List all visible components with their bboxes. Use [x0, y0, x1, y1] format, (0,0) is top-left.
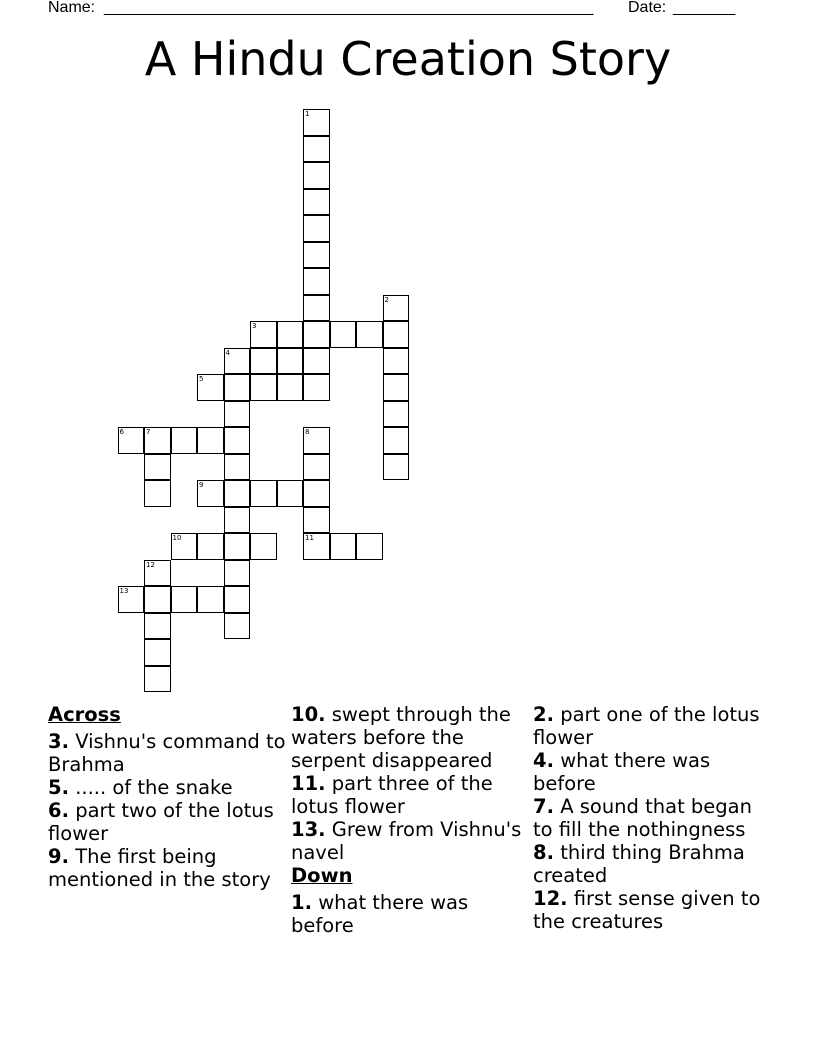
cell-number: 8 — [305, 428, 310, 436]
name-label: Name: — [48, 0, 96, 16]
crossword-cell[interactable] — [144, 613, 171, 640]
clue-number: 5. — [48, 776, 69, 799]
crossword-cell[interactable] — [303, 189, 330, 216]
clue-down-7 — [533, 795, 773, 841]
clue-text: part one of the lotus flower — [533, 703, 760, 749]
clue-text: Vishnu's command to Brahma — [48, 730, 286, 776]
crossword-cell[interactable] — [383, 374, 410, 401]
clues-column-3 — [533, 703, 773, 933]
clue-number: 1. — [291, 891, 312, 914]
crossword-cell[interactable] — [303, 454, 330, 481]
clue-number: 10. — [291, 703, 326, 726]
clue-across-3 — [48, 730, 288, 776]
clue-number: 3. — [48, 730, 69, 753]
clue-number: 7. — [533, 795, 554, 818]
crossword-cell[interactable] — [144, 666, 171, 693]
crossword-cell[interactable] — [330, 533, 357, 560]
date-field[interactable]: _______ — [673, 0, 736, 16]
clue-text: what there was before — [291, 891, 469, 937]
crossword-cell[interactable] — [277, 321, 304, 348]
cell-number: 4 — [225, 348, 230, 357]
crossword-cell[interactable] — [303, 268, 330, 295]
crossword-cell[interactable] — [356, 321, 383, 348]
clue-down-4 — [533, 749, 773, 795]
clue-number: 8. — [533, 841, 554, 864]
crossword-cell[interactable] — [224, 613, 251, 640]
clue-across-10 — [291, 703, 531, 772]
crossword-cell[interactable] — [330, 321, 357, 348]
clues-column-1 — [48, 703, 288, 891]
clue-text: first sense given to the creatures — [533, 887, 761, 933]
crossword-cell[interactable] — [118, 586, 145, 613]
clue-text: what there was before — [533, 749, 711, 795]
cell-number: 9 — [199, 481, 204, 489]
crossword-cell[interactable] — [224, 480, 251, 507]
crossword-cell[interactable] — [197, 586, 224, 613]
cell-number: 10 — [172, 534, 182, 542]
cell-number: 5 — [199, 375, 204, 383]
clue-text: Grew from Vishnu's navel — [291, 818, 522, 864]
across-heading: Across — [48, 703, 121, 726]
crossword-cell[interactable] — [171, 533, 198, 560]
clue-text: swept through the waters before the serpent disappeared — [291, 703, 511, 772]
crossword-cell[interactable] — [224, 401, 251, 428]
cell-number: 1 — [305, 110, 310, 118]
clue-number: 11. — [291, 772, 326, 795]
crossword-cell[interactable] — [118, 427, 145, 454]
crossword-cell[interactable] — [383, 427, 410, 454]
cell-number: 13 — [119, 587, 129, 595]
crossword-cell[interactable] — [171, 586, 198, 613]
clue-text: The first being mentioned in the story — [48, 845, 271, 891]
clues-column-2 — [291, 703, 531, 937]
clue-number: 13. — [291, 818, 326, 841]
crossword-cell[interactable] — [303, 480, 330, 507]
crossword-cell[interactable] — [303, 374, 330, 401]
crossword-cell[interactable] — [197, 480, 224, 507]
clue-text: part three of the lotus flower — [291, 772, 493, 818]
crossword-cell[interactable] — [197, 533, 224, 560]
clue-across-5 — [48, 776, 288, 799]
crossword-cell[interactable] — [303, 427, 330, 454]
clue-number: 9. — [48, 845, 69, 868]
clue-down-8 — [533, 841, 773, 887]
crossword-cell[interactable] — [250, 348, 277, 375]
clue-number: 4. — [533, 749, 554, 772]
clue-down-12 — [533, 887, 773, 933]
crossword-cell[interactable] — [144, 560, 171, 587]
clue-across-13 — [291, 818, 531, 864]
crossword-cell[interactable] — [224, 533, 251, 560]
name-field[interactable]: _______________________________________________________ — [104, 0, 594, 16]
clue-text: third thing Brahma created — [533, 841, 745, 887]
crossword-cell[interactable] — [303, 321, 330, 348]
down-heading: Down — [291, 864, 353, 887]
crossword-cell[interactable] — [277, 480, 304, 507]
crossword-cell[interactable] — [356, 533, 383, 560]
crossword-cell[interactable] — [383, 454, 410, 481]
clue-across-9 — [48, 845, 288, 891]
clue-text: A sound that began to fill the nothingness — [533, 795, 752, 841]
crossword-cell[interactable] — [383, 295, 410, 322]
crossword-cell[interactable] — [303, 533, 330, 560]
crossword-cell[interactable] — [224, 586, 251, 613]
crossword-cell[interactable] — [197, 374, 224, 401]
crossword-cell[interactable] — [144, 427, 171, 454]
cell-number: 12 — [146, 560, 155, 569]
clue-across-6 — [48, 799, 288, 845]
crossword-cell[interactable] — [144, 454, 171, 481]
crossword-cell[interactable] — [250, 480, 277, 507]
clue-down-1 — [291, 891, 531, 937]
crossword-cell[interactable] — [144, 639, 171, 666]
crossword-cell[interactable] — [250, 533, 277, 560]
crossword-cell[interactable] — [303, 242, 330, 269]
cell-number: 6 — [119, 428, 124, 436]
crossword-cell[interactable] — [224, 427, 251, 454]
crossword-cell[interactable] — [383, 321, 410, 348]
cell-number: 2 — [384, 295, 389, 304]
clue-number: 6. — [48, 799, 69, 822]
crossword-cell[interactable] — [303, 215, 330, 242]
clue-across-11 — [291, 772, 531, 818]
crossword-cell[interactable] — [224, 507, 251, 534]
date-label: Date: — [628, 0, 667, 16]
crossword-cell[interactable] — [303, 348, 330, 375]
crossword-cell[interactable] — [303, 109, 330, 136]
cell-number: 7 — [146, 428, 151, 436]
crossword-cell[interactable] — [144, 480, 171, 507]
crossword-cell[interactable] — [224, 560, 251, 587]
clue-number: 2. — [533, 703, 554, 726]
page-title: A Hindu Creation Story — [144, 32, 672, 86]
clue-number: 12. — [533, 887, 568, 910]
crossword-cell[interactable] — [277, 374, 304, 401]
crossword-cell[interactable] — [197, 427, 224, 454]
crossword-cell[interactable] — [144, 586, 171, 613]
cell-number: 11 — [305, 534, 314, 542]
crossword-cell[interactable] — [303, 295, 330, 322]
crossword-cell[interactable] — [171, 427, 198, 454]
crossword-cell[interactable] — [383, 401, 410, 428]
crossword-cell[interactable] — [303, 162, 330, 189]
crossword-cell[interactable] — [224, 348, 251, 375]
crossword-cell[interactable] — [277, 348, 304, 375]
crossword-cell[interactable] — [303, 507, 330, 534]
cell-number: 3 — [252, 322, 257, 330]
clue-text: ..... of the snake — [75, 776, 233, 799]
crossword-cell[interactable] — [250, 321, 277, 348]
crossword-cell[interactable] — [250, 374, 277, 401]
crossword-cell[interactable] — [224, 374, 251, 401]
clue-text: part two of the lotus flower — [48, 799, 274, 845]
crossword-cell[interactable] — [383, 348, 410, 375]
crossword-cell[interactable] — [224, 454, 251, 481]
clue-down-2 — [533, 703, 773, 749]
crossword-cell[interactable] — [303, 136, 330, 163]
